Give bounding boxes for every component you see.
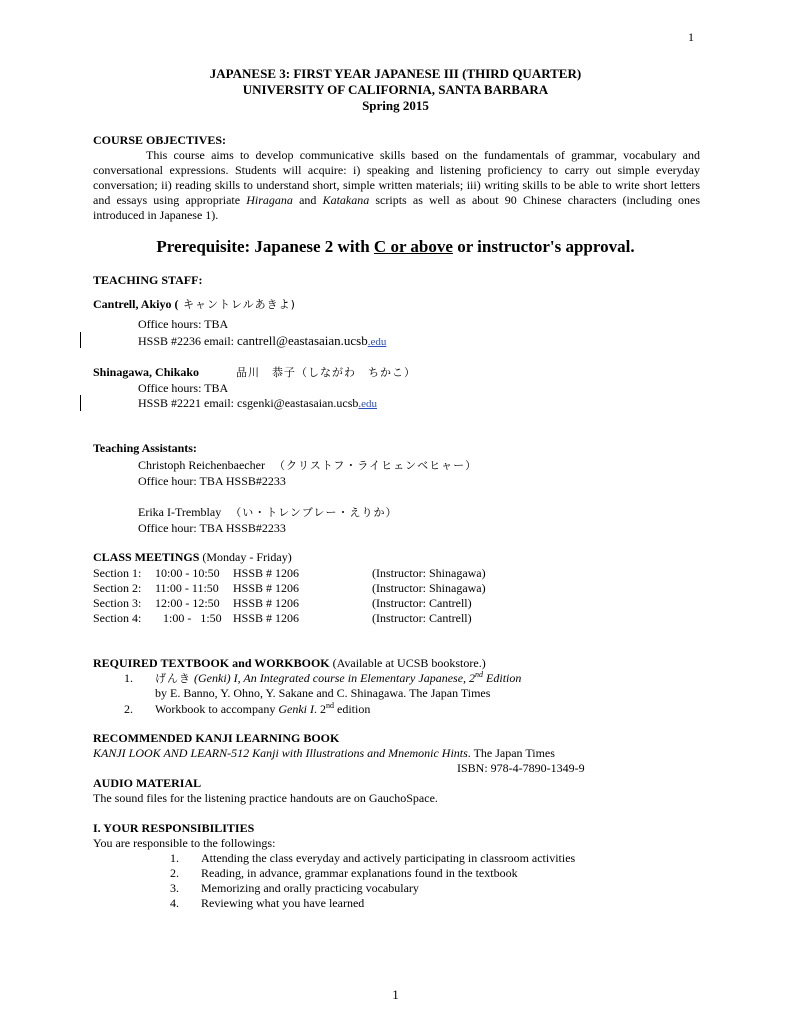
change-bar: [80, 332, 81, 348]
section-time: 1:00 - 1:50: [163, 611, 222, 625]
section-instructor: (Instructor: Shinagawa): [372, 581, 486, 595]
instructor-name: Shinagawa, Chikako: [93, 365, 200, 379]
objectives-paragraph: [93, 148, 700, 223]
objectives-and: and: [292, 193, 323, 207]
instructor-office-hours: Office hours: TBA: [138, 381, 229, 395]
page-number-bottom: 1: [392, 987, 399, 1002]
meetings-days: (Monday - Friday): [199, 550, 292, 564]
ta-name: Erika I-Tremblay: [138, 505, 222, 519]
textbook-item-number: 1.: [124, 671, 133, 685]
prerequisite: [0, 236, 791, 258]
instructor-hssb: HSSB #2221 email:: [138, 396, 238, 410]
workbook-title: Genki I: [278, 702, 314, 716]
section-room: HSSB # 1206: [233, 596, 300, 610]
instructor-contact: [138, 396, 377, 412]
instructor-contact: [138, 333, 386, 350]
textbook-item-number: 2.: [124, 702, 133, 716]
ta-item: [138, 505, 398, 520]
meetings-heading: CLASS MEETINGS: [93, 550, 200, 564]
workbook-edition: edition: [334, 702, 371, 716]
responsibilities-heading: I. YOUR RESPONSIBILITIES: [93, 821, 255, 835]
workbook-text: Workbook to accompany: [155, 702, 279, 716]
section-label: Section 3:: [93, 596, 142, 610]
responsibility-text: Reading, in advance, grammar explanations found in the textbook: [201, 866, 518, 880]
instructor-email[interactable]: csgenki@eastasaian.ucsb: [237, 396, 359, 410]
kanji-isbn: ISBN: 978-4-7890-1349-9: [457, 761, 585, 775]
instructor-open-paren: (: [171, 297, 179, 311]
ta-item: [138, 458, 477, 473]
workbook-sup: nd: [326, 701, 334, 710]
kanji-heading: RECOMMENDED KANJI LEARNING BOOK: [93, 731, 340, 745]
kanji-book: [93, 746, 555, 761]
university-name: UNIVERSITY OF CALIFORNIA, SANTA BARBARA: [242, 82, 549, 97]
section-instructor: (Instructor: Shinagawa): [372, 566, 486, 580]
section-instructor: (Instructor: Cantrell): [372, 596, 472, 610]
instructor-email-ext[interactable]: .edu: [358, 398, 377, 410]
section-label: Section 4:: [93, 611, 142, 625]
instructor-name: Cantrell, Akiyo: [93, 297, 172, 311]
section-instructor: (Instructor: Cantrell): [372, 611, 472, 625]
page-number-top: 1: [688, 30, 694, 44]
workbook-item: [155, 702, 370, 717]
staff-heading: TEACHING STAFF:: [93, 273, 203, 287]
section-room: HSSB # 1206: [233, 611, 300, 625]
course-title: JAPANESE 3: FIRST YEAR JAPANESE III (THIRD QUARTER): [209, 66, 582, 81]
section-label: Section 1:: [93, 566, 142, 580]
prerequisite-text-2: or instructor's approval.: [452, 237, 635, 256]
kanji-book-publisher: . The Japan Times: [467, 746, 555, 760]
workbook-dot: . 2: [314, 702, 326, 716]
instructor-kana: キャントレルあきよ): [178, 298, 296, 311]
responsibility-number: 1.: [170, 851, 179, 865]
responsibility-text: Attending the class everyday and actively participating in classroom activities: [201, 851, 576, 865]
textbook-authors: by E. Banno, Y. Ohno, Y. Sakane and C. Shinagawa. The Japan Times: [155, 686, 491, 700]
change-bar: [80, 395, 81, 411]
section-room: HSSB # 1206: [233, 581, 300, 595]
responsibility-number: 4.: [170, 896, 179, 910]
hiragana-term: Hiragana: [246, 193, 293, 207]
section-time: 12:00 - 12:50: [155, 596, 220, 610]
instructor-hssb: HSSB #2236 email:: [138, 334, 238, 348]
responsibility-text: Memorizing and orally practicing vocabulary: [201, 881, 419, 895]
ta-office-hour: Office hour: TBA HSSB#2233: [138, 521, 286, 535]
textbook-item: [155, 671, 521, 686]
objectives-text-2: scripts as well as about 90 Chinese characters (including ones introduced in Japanese 1).: [93, 193, 701, 222]
instructor-email-ext[interactable]: .edu: [367, 336, 387, 348]
meetings-heading-line: [93, 550, 292, 565]
responsibility-number: 3.: [170, 881, 179, 895]
textbook-heading-line: [93, 656, 486, 671]
objectives-text-1: This course aims to develop communicative skills based on the fundamentals of grammar, vocabulary and conversational expressions. Students will acquire: i) speaking and listening proficiency to carry out simple everyday conversation; ii) reading skills to understand short, simple written materials; iii) writing skills to be able to write short letters and essays using appropriate: [93, 148, 700, 207]
instructor-cantrell: [93, 297, 296, 312]
section-room: HSSB # 1206: [233, 566, 300, 580]
instructor-email[interactable]: cantrell@eastasaian.ucsb: [237, 333, 368, 348]
responsibility-text: Reviewing what you have learned: [201, 896, 365, 910]
ta-name: Christoph Reichenbaecher: [138, 458, 265, 472]
ta-kana: （い・トレンブレー・えりか）: [230, 506, 398, 519]
responsibilities-intro: You are responsible to the followings:: [93, 836, 276, 850]
prerequisite-grade: C or above: [373, 237, 453, 256]
instructor-office-hours: Office hours: TBA: [138, 317, 229, 331]
audio-heading: AUDIO MATERIAL: [93, 776, 202, 790]
ta-office-hour: Office hour: TBA HSSB#2233: [138, 474, 286, 488]
textbook-heading: REQUIRED TEXTBOOK and WORKBOOK: [93, 656, 330, 670]
section-time: 10:00 - 10:50: [155, 566, 220, 580]
kanji-book-title: KANJI LOOK AND LEARN-512 Kanji with Illustrations and Mnemonic Hints: [93, 746, 468, 760]
section-time: 11:00 - 11:50: [155, 581, 219, 595]
term: Spring 2015: [362, 98, 429, 113]
katakana-term: Katakana: [322, 193, 370, 207]
textbook-title: (Genki) I, An Integrated course in Elementary Japanese: [191, 671, 464, 685]
prerequisite-text-1: Prerequisite: Japanese 2 with: [156, 237, 374, 256]
genki-kana: げんき: [155, 672, 191, 685]
audio-text: The sound files for the listening practice handouts are on GauchoSpace.: [93, 791, 438, 805]
textbook-comma: , 2: [463, 671, 476, 685]
responsibility-number: 2.: [170, 866, 179, 880]
ta-heading: Teaching Assistants:: [93, 441, 197, 455]
textbook-note: (Available at UCSB bookstore.): [329, 656, 486, 670]
ta-kana: （クリストフ・ライヒェンベヒャー）: [273, 459, 478, 472]
objectives-heading: COURSE OBJECTIVES:: [93, 133, 227, 147]
textbook-sup: nd: [475, 670, 484, 679]
instructor-kana: 品川 恭子（しながわ ちかこ）: [236, 366, 416, 379]
instructor-shinagawa: [93, 365, 199, 380]
textbook-edition: Edition: [483, 671, 522, 685]
section-label: Section 2:: [93, 581, 142, 595]
